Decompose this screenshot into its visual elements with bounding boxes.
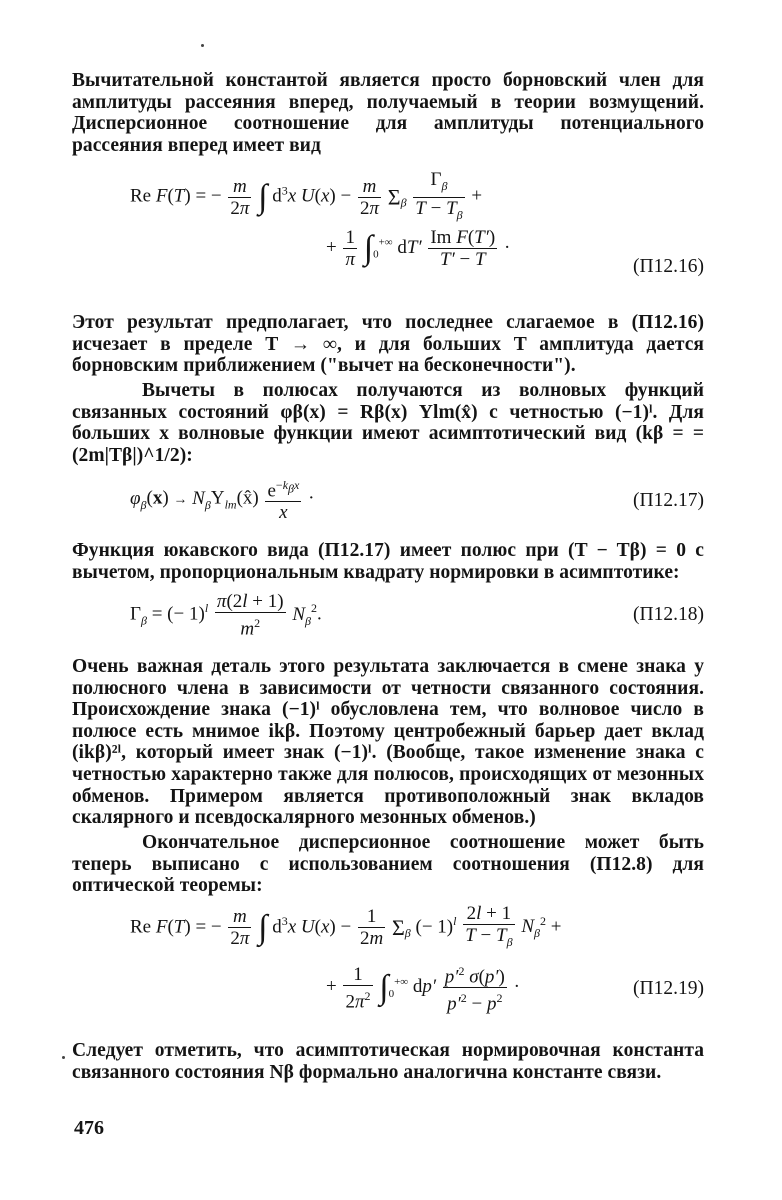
equation-p12-17-body: $\varphi_\beta(x)$ → $N_\beta Y_{lm}(x̂)$ $\frac{e^{-k_\beta x}}{x}$ · xyxy=(130,478,315,524)
equation-p12-19-line2: + $\frac{1}{2\pi^2}$ $\int_0^{+\infty}$ dp′ $\frac{p'^2 \sigma(p')}{p'^2 - p^2}$ · xyxy=(326,963,520,1015)
equation-number-p12-16: (П12.16) xyxy=(633,256,704,277)
equation-p12-16-line1: Re F(T) = − $\frac{m}{2\pi}$ ∫ $d^3x$ U(x) − $\frac{m}{2\pi}$ $\Sigma_\beta$ $\frac{\Gamma_\beta}{T - T_\beta}$ + xyxy=(130,169,483,222)
equation-p12-19-line1: Re F(T) = − $\frac{m}{2\pi}$ ∫ $d^3x$ U(x) − $\frac{1}{2m}$ $\Sigma_\beta$ (− 1)$^l$ $\frac{2l + 1}{T - T_\beta}$ $N_\beta^2$ + xyxy=(130,903,562,950)
equation-p12-16-line2: + $\frac{1}{\pi}$ $\int_0^{+\infty}$ dT′ $\frac{\text{Im F(T′)}}{T' - T}$ · xyxy=(326,227,511,270)
equation-p12-18-body: $\Gamma_\beta$ = (− 1)$^l$ $\frac{\pi(2l + 1)}{m^2}$ $N_\beta^2$. xyxy=(130,591,322,640)
scan-speck xyxy=(201,44,204,47)
paragraph-4: Функция юкавского вида (П12.17) имеет полюс при (T − Tβ) = 0 с вычетом, пропорциональным квадрату нормировки в асимптотике: xyxy=(72,540,704,583)
equation-p12-18 xyxy=(72,592,704,640)
page-number: 476 xyxy=(74,1117,104,1139)
scan-speck xyxy=(62,1056,65,1059)
paragraph-1: Вычитательной константой является просто борновский член для амплитуды рассеяния вперед, получаемый в теории возмущений. Дисперсионное соотношение для амплитуды потенциального рассеяния вперед имеет вид xyxy=(72,70,704,156)
equation-number-p12-19: (П12.19) xyxy=(633,978,704,999)
equation-p12-19 xyxy=(72,904,704,1022)
paragraph-5: Очень важная деталь этого результата заключается в смене знака у полюсного члена в зависимости от четности связанного состояния. Происхождение знака (−1)ˡ обусловлена тем, что волновое число в полюсе есть мнимое ikβ. Поэтому центробежный барьер дает вклад (ikβ)²ˡ, который имеет знак (−1)ˡ. (Вообще, такое изменение знака с четностью характерно также для полюсов, происходящих от мезонных обменов. Примером является противоположный знак вкладов скалярного и псевдоскалярного мезонных обменов.) xyxy=(72,656,704,829)
paragraph-6-text: Окончательное дисперсионное соотношение может быть теперь выписано с использованием соотношения (П12.8) для оптической теоремы: xyxy=(72,832,704,897)
equation-number-p12-18: (П12.18) xyxy=(633,604,704,625)
paragraph-7: Следует отметить, что асимптотическая нормировочная константа связанного состояния Nβ формально аналогична константе связи. xyxy=(72,1040,704,1083)
paragraph-3 xyxy=(72,380,704,466)
paragraph-3-text: Вычеты в полюсах получаются из волновых функций связанных состояний φβ(x) = Rβ(x) Ylm(x̂) с четностью (−1)ˡ. Для больших x волновые функции имеют асимптотический вид (kβ = = (2m|Tβ|)^1/2): xyxy=(72,380,704,466)
equation-p12-16 xyxy=(72,170,704,288)
paragraph-2: Этот результат предполагает, что последнее слагаемое в (П12.16) исчезает в пределе T → ∞, и для больших T амплитуда дается борновским приближением ("вычет на бесконечности"). xyxy=(72,312,704,377)
paragraph-6 xyxy=(72,832,704,897)
equation-number-p12-17: (П12.17) xyxy=(633,490,704,511)
equation-p12-17 xyxy=(72,476,704,526)
